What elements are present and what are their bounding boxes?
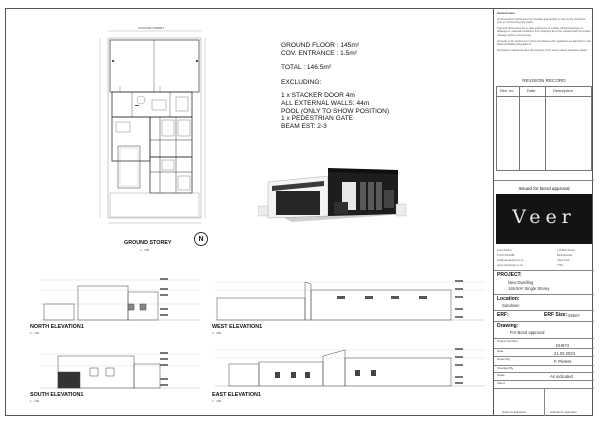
street-label: CUSONIA STREET bbox=[138, 26, 165, 30]
east-elevation-scale: 1 : 100 bbox=[212, 399, 222, 403]
date-label: Date bbox=[497, 349, 504, 353]
exclusion-item: BEAM EST: 2-3 bbox=[281, 122, 327, 130]
rev-header-description: Description bbox=[553, 88, 574, 93]
client-label: Client bbox=[497, 381, 505, 385]
erf-label: ERF: bbox=[497, 312, 509, 318]
area-excluding: EXCLUDING: bbox=[281, 78, 322, 86]
location-value: Sandown bbox=[502, 303, 520, 308]
note-item: If ground dimensions are to take preference to scaling. All discrepancies on drawings or materials conditions from drawings are to be checked with the project manager before commencing. bbox=[497, 26, 591, 37]
contact-line: Kevin Peters bbox=[497, 249, 512, 252]
area-total: TOTAL : 146.5m² bbox=[281, 64, 332, 72]
note-item: All dimensions and levels to be checked and verified on site by the contractor prior to commencing any works. bbox=[497, 17, 586, 25]
drawn-by-label: Drawn By bbox=[497, 357, 511, 361]
plan-caption: GROUND STOREY bbox=[124, 240, 172, 246]
south-elevation-drawing bbox=[40, 342, 200, 390]
project-number-label: Project Number bbox=[497, 339, 518, 343]
west-elevation-scale: 1 : 100 bbox=[212, 331, 222, 335]
contact-line: 7764 bbox=[557, 264, 563, 267]
location-label: Location: bbox=[497, 296, 520, 302]
veer-logo bbox=[496, 194, 592, 244]
east-elevation-caption: EAST ELEVATION1 bbox=[212, 392, 261, 398]
architect-signature-label: Architect's signature bbox=[550, 410, 577, 414]
note-item: All works to be carried out in strict accordance with regulations as laid down in the National Building Regulations. bbox=[497, 39, 591, 47]
drawn-by-value: F. Pieters bbox=[554, 359, 572, 364]
project-label: PROJECT: bbox=[497, 272, 522, 278]
contact-line: P.Arch 03-0286 bbox=[497, 254, 515, 257]
erf-size-value: 255m² bbox=[568, 313, 580, 318]
revision-record-title: REVISION RECORD bbox=[522, 78, 566, 83]
scale-label: Scale bbox=[497, 373, 505, 377]
revision-table bbox=[496, 86, 592, 171]
north-elevation-scale: 1 : 100 bbox=[30, 331, 40, 335]
exclusion-item: 1 x STACKER DOOR 4m bbox=[281, 92, 355, 100]
erf-size-label: ERF Size: bbox=[544, 312, 568, 318]
title-block bbox=[493, 8, 593, 416]
contact-line: info@veerdesign.co.za bbox=[497, 259, 524, 262]
general-notes bbox=[497, 12, 591, 52]
scale-value: As indicated bbox=[550, 374, 573, 379]
project-line: 146.5m² Single Storey bbox=[508, 286, 550, 291]
rev-header-date: Date bbox=[527, 88, 536, 93]
east-elevation-drawing bbox=[215, 344, 485, 388]
area-schedule bbox=[281, 42, 389, 130]
date-value: 21.02.2023 bbox=[554, 351, 575, 356]
drawing-value: For Bond approval bbox=[510, 330, 545, 335]
house-3d-render bbox=[258, 160, 408, 232]
area-cov-entrance: COV. ENTRANCE : 1.5m² bbox=[281, 49, 357, 57]
west-elevation-drawing bbox=[215, 278, 485, 322]
contact-line: www.veerdesign.co.za bbox=[497, 264, 523, 267]
logo-text: Veer bbox=[512, 206, 576, 228]
north-elevation-drawing bbox=[40, 272, 200, 322]
project-number-value: DH874 bbox=[556, 343, 570, 348]
drawing-label: Drawing: bbox=[497, 323, 519, 329]
south-elevation-caption: SOUTH ELEVATION1 bbox=[30, 392, 84, 398]
south-elevation-scale: 1 : 100 bbox=[30, 399, 40, 403]
checked-by-label: Checked By bbox=[497, 366, 514, 370]
plan-scale: 1 : 100 bbox=[140, 248, 150, 252]
exclusion-item: POOL (ONLY TO SHOW POSITION) bbox=[281, 107, 390, 115]
issue-status: Issued for Bond approval bbox=[518, 186, 570, 191]
owner-signature-label: Owner's signature bbox=[502, 410, 527, 414]
notes-title: General notes: bbox=[497, 12, 516, 15]
project-line: New Dwelling bbox=[508, 280, 534, 285]
north-arrow-icon: N bbox=[194, 232, 208, 246]
west-elevation-caption: WEST ELEVATION1 bbox=[212, 324, 263, 330]
exclusion-item: ALL EXTERNAL WALLS: 44m bbox=[281, 99, 370, 107]
rev-header-no: Rev. no bbox=[500, 88, 514, 93]
area-ground-floor: GROUND FLOOR : 145m² bbox=[281, 42, 360, 49]
north-elevation-caption: NORTH ELEVATION1 bbox=[30, 324, 84, 330]
note-item: All existing material remains the property of the owner unless otherwise stated. bbox=[497, 48, 588, 52]
contact-line: 173 Main Road bbox=[557, 249, 575, 252]
contact-line: Bonteheuwel bbox=[557, 254, 572, 257]
exclusion-item: 1 x PEDESTRIAN GATE bbox=[281, 115, 354, 123]
contact-line: Cape Town bbox=[557, 259, 570, 262]
